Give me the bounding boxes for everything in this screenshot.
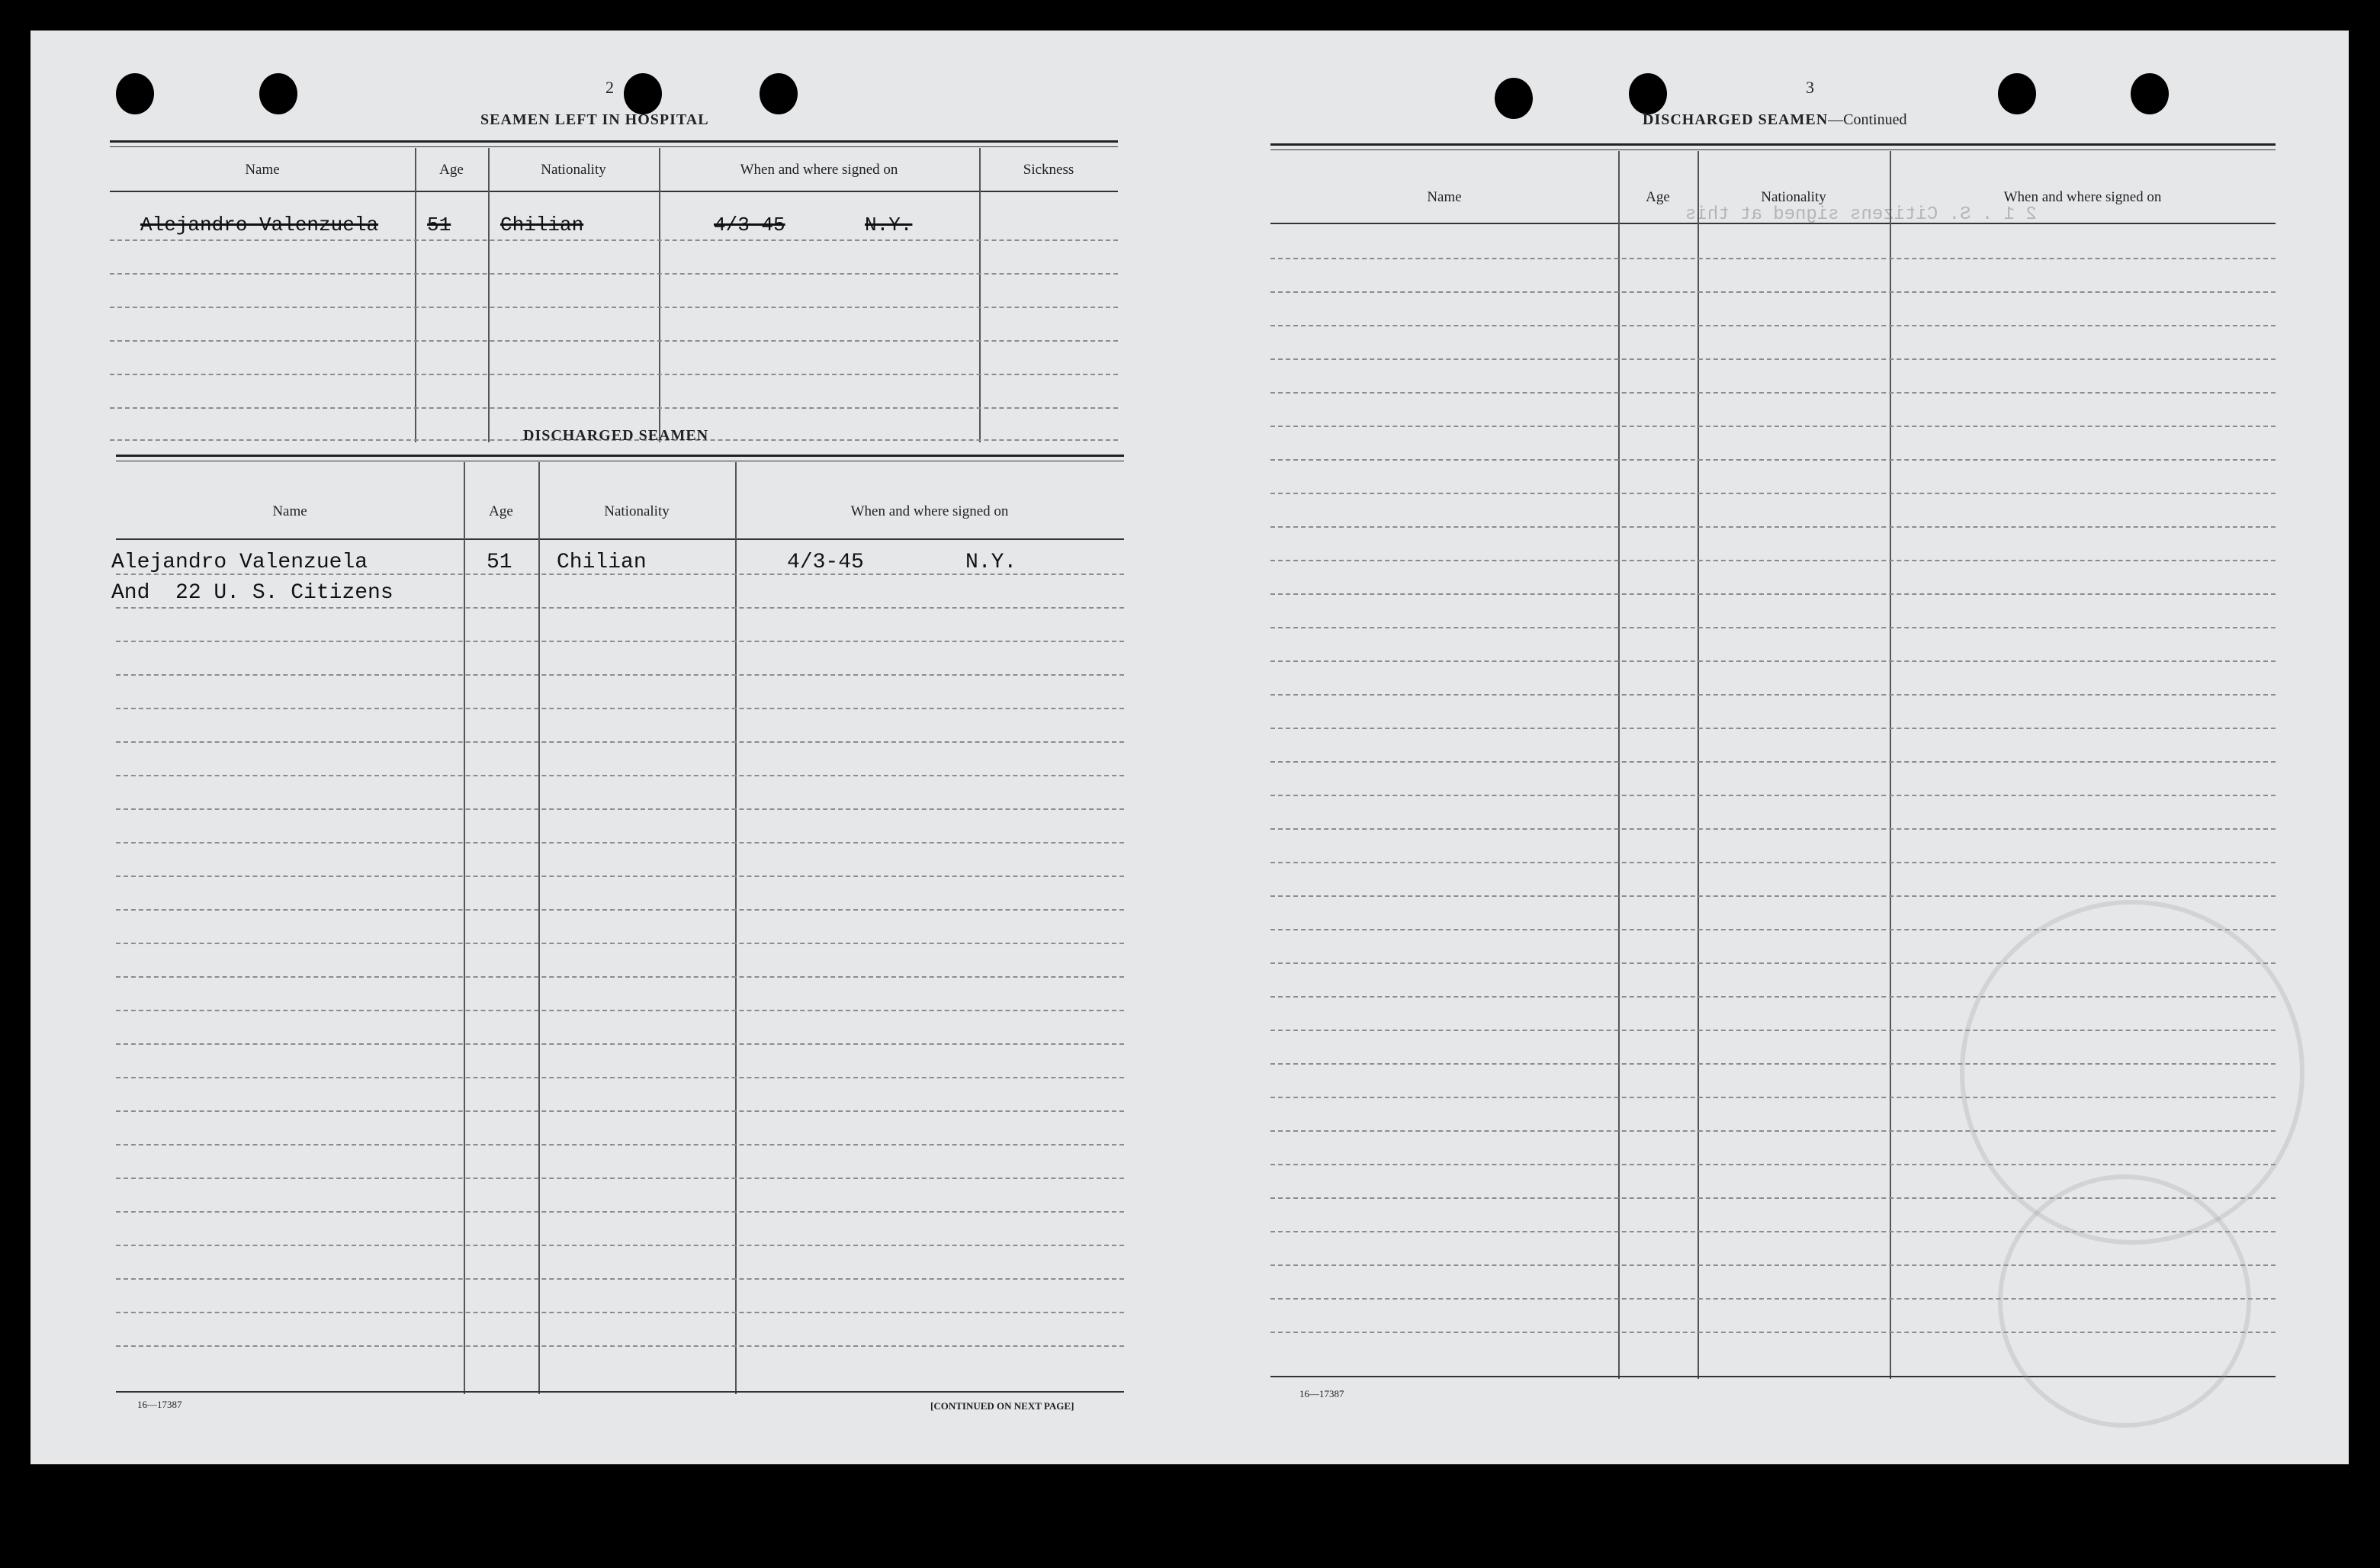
ruled-line: [116, 1278, 1124, 1280]
header-rule: [1270, 223, 2276, 224]
punch-hole: [624, 73, 662, 114]
ruled-line: [1270, 593, 2276, 595]
ruled-line: [116, 741, 1124, 743]
col-header-signed-on: When and where signed on: [2003, 189, 2162, 205]
ruled-line: [1270, 828, 2276, 830]
ruled-line: [116, 943, 1124, 944]
col-header-nationality: Nationality: [1761, 189, 1826, 205]
ruled-line: [116, 674, 1124, 676]
punch-hole: [1998, 73, 2036, 114]
ruled-line: [116, 775, 1124, 776]
page-number: 2: [605, 78, 614, 97]
column-divider: [735, 462, 737, 1394]
discharged-section-title: DISCHARGED SEAMEN: [523, 427, 709, 444]
ruled-line: [1270, 560, 2276, 561]
ruled-line: [1270, 258, 2276, 259]
ruled-line: [1270, 426, 2276, 427]
ruled-line: [110, 307, 1118, 308]
ruled-line: [1270, 795, 2276, 796]
ruled-line: [116, 1110, 1124, 1112]
ruled-line: [1270, 660, 2276, 662]
discharged-name-cell: Alejandro Valenzuela: [111, 551, 368, 574]
col-header-age: Age: [1646, 189, 1670, 205]
column-divider: [1890, 151, 1891, 1379]
punch-hole: [116, 73, 154, 114]
double-rule: [110, 146, 1118, 147]
col-header-age: Age: [489, 503, 513, 519]
discharged-age-cell: 51: [487, 551, 512, 574]
ruled-line: [1270, 627, 2276, 628]
struck-name-cell: Alejandro Valenzuela: [140, 214, 379, 236]
discharged-name-cell: And 22 U. S. Citizens: [111, 581, 393, 605]
col-header-name: Name: [245, 162, 280, 178]
double-rule: [1270, 149, 2276, 150]
double-rule: [110, 140, 1118, 143]
bleed-through-text: 2 1 . S. Citizens signed at this: [1685, 204, 2037, 225]
column-divider: [659, 148, 660, 442]
page-number: 3: [1806, 78, 1814, 97]
struck-place-cell: N.Y.: [865, 214, 913, 236]
header-rule: [116, 538, 1124, 540]
column-divider: [1697, 151, 1699, 1379]
discharged-nationality-cell: Chilian: [557, 551, 647, 574]
ruled-line: [1270, 862, 2276, 863]
ruled-line: [1270, 459, 2276, 461]
right-page: [1190, 31, 2349, 1464]
ruled-line: [116, 1312, 1124, 1313]
ruled-line: [116, 1345, 1124, 1347]
ruled-line: [116, 976, 1124, 978]
ruled-line: [110, 407, 1118, 409]
section-title-suffix: —Continued: [1828, 111, 1907, 128]
ruled-line: [116, 1178, 1124, 1179]
ruled-line: [110, 374, 1118, 375]
ruled-line: [1270, 493, 2276, 494]
faded-stamp-impression: [1998, 1174, 2251, 1428]
punch-hole: [259, 73, 297, 114]
bottom-rule: [116, 1391, 1124, 1393]
col-header-sickness: Sickness: [1023, 162, 1074, 178]
form-number: 16—17387: [1299, 1388, 1344, 1399]
column-divider: [488, 148, 490, 442]
ruled-line: [1270, 526, 2276, 528]
ruled-line: [116, 909, 1124, 911]
ruled-line: [116, 1211, 1124, 1213]
col-header-nationality: Nationality: [604, 503, 670, 519]
column-divider: [464, 462, 465, 1394]
ruled-line: [116, 1245, 1124, 1246]
struck-age-cell: 51: [427, 214, 451, 236]
document-sheet: [31, 31, 2349, 1464]
col-header-age: Age: [439, 162, 464, 178]
ruled-line: [1270, 325, 2276, 326]
struck-signed-on-cell: 4/3-45: [714, 214, 785, 236]
continued-section-title: [1643, 111, 1907, 129]
ruled-line: [1270, 728, 2276, 729]
column-divider: [415, 148, 416, 442]
col-header-nationality: Nationality: [541, 162, 606, 178]
ruled-line: [116, 808, 1124, 810]
punch-hole: [760, 73, 798, 114]
hospital-section-title: SEAMEN LEFT IN HOSPITAL: [480, 111, 709, 128]
ruled-line: [116, 1144, 1124, 1145]
ruled-line: [1270, 392, 2276, 394]
col-header-name: Name: [272, 503, 307, 519]
double-rule: [116, 455, 1124, 457]
col-header-name: Name: [1427, 189, 1462, 205]
discharged-place-cell: N.Y.: [965, 551, 1017, 574]
ruled-line: [116, 1043, 1124, 1045]
discharged-signed-on-cell: 4/3-45: [787, 551, 864, 574]
ruled-line: [116, 1010, 1124, 1011]
ruled-line: [1270, 694, 2276, 696]
section-title-text: DISCHARGED SEAMEN: [1643, 111, 1829, 128]
ruled-line: [116, 1077, 1124, 1078]
ruled-line: [116, 607, 1124, 609]
ruled-line: [1270, 291, 2276, 293]
struck-nationality-cell: Chilian: [500, 214, 584, 236]
double-rule: [1270, 143, 2276, 146]
ruled-line: [1270, 761, 2276, 763]
ruled-line: [1270, 358, 2276, 360]
header-rule: [110, 191, 1118, 192]
col-header-signed-on: When and where signed on: [740, 162, 898, 178]
punch-hole: [1629, 73, 1667, 114]
punch-hole: [2131, 73, 2169, 114]
col-header-signed-on: When and where signed on: [850, 503, 1009, 519]
form-number: 16—17387: [137, 1399, 182, 1410]
discharged-table: [111, 455, 1124, 1394]
ruled-line: [116, 708, 1124, 709]
continued-note: [CONTINUED ON NEXT PAGE]: [930, 1400, 1074, 1412]
ruled-line: [1270, 895, 2276, 897]
ruled-line: [110, 273, 1118, 275]
ruled-line: [116, 842, 1124, 843]
column-divider: [1618, 151, 1620, 1379]
column-divider: [538, 462, 540, 1394]
column-divider: [979, 148, 981, 442]
ruled-line: [110, 340, 1118, 342]
hospital-table: [110, 140, 1118, 442]
punch-hole: [1495, 78, 1533, 119]
left-page: [31, 31, 1190, 1464]
ruled-line: [116, 641, 1124, 642]
ruled-line: [110, 239, 1118, 241]
ruled-line: [116, 876, 1124, 877]
